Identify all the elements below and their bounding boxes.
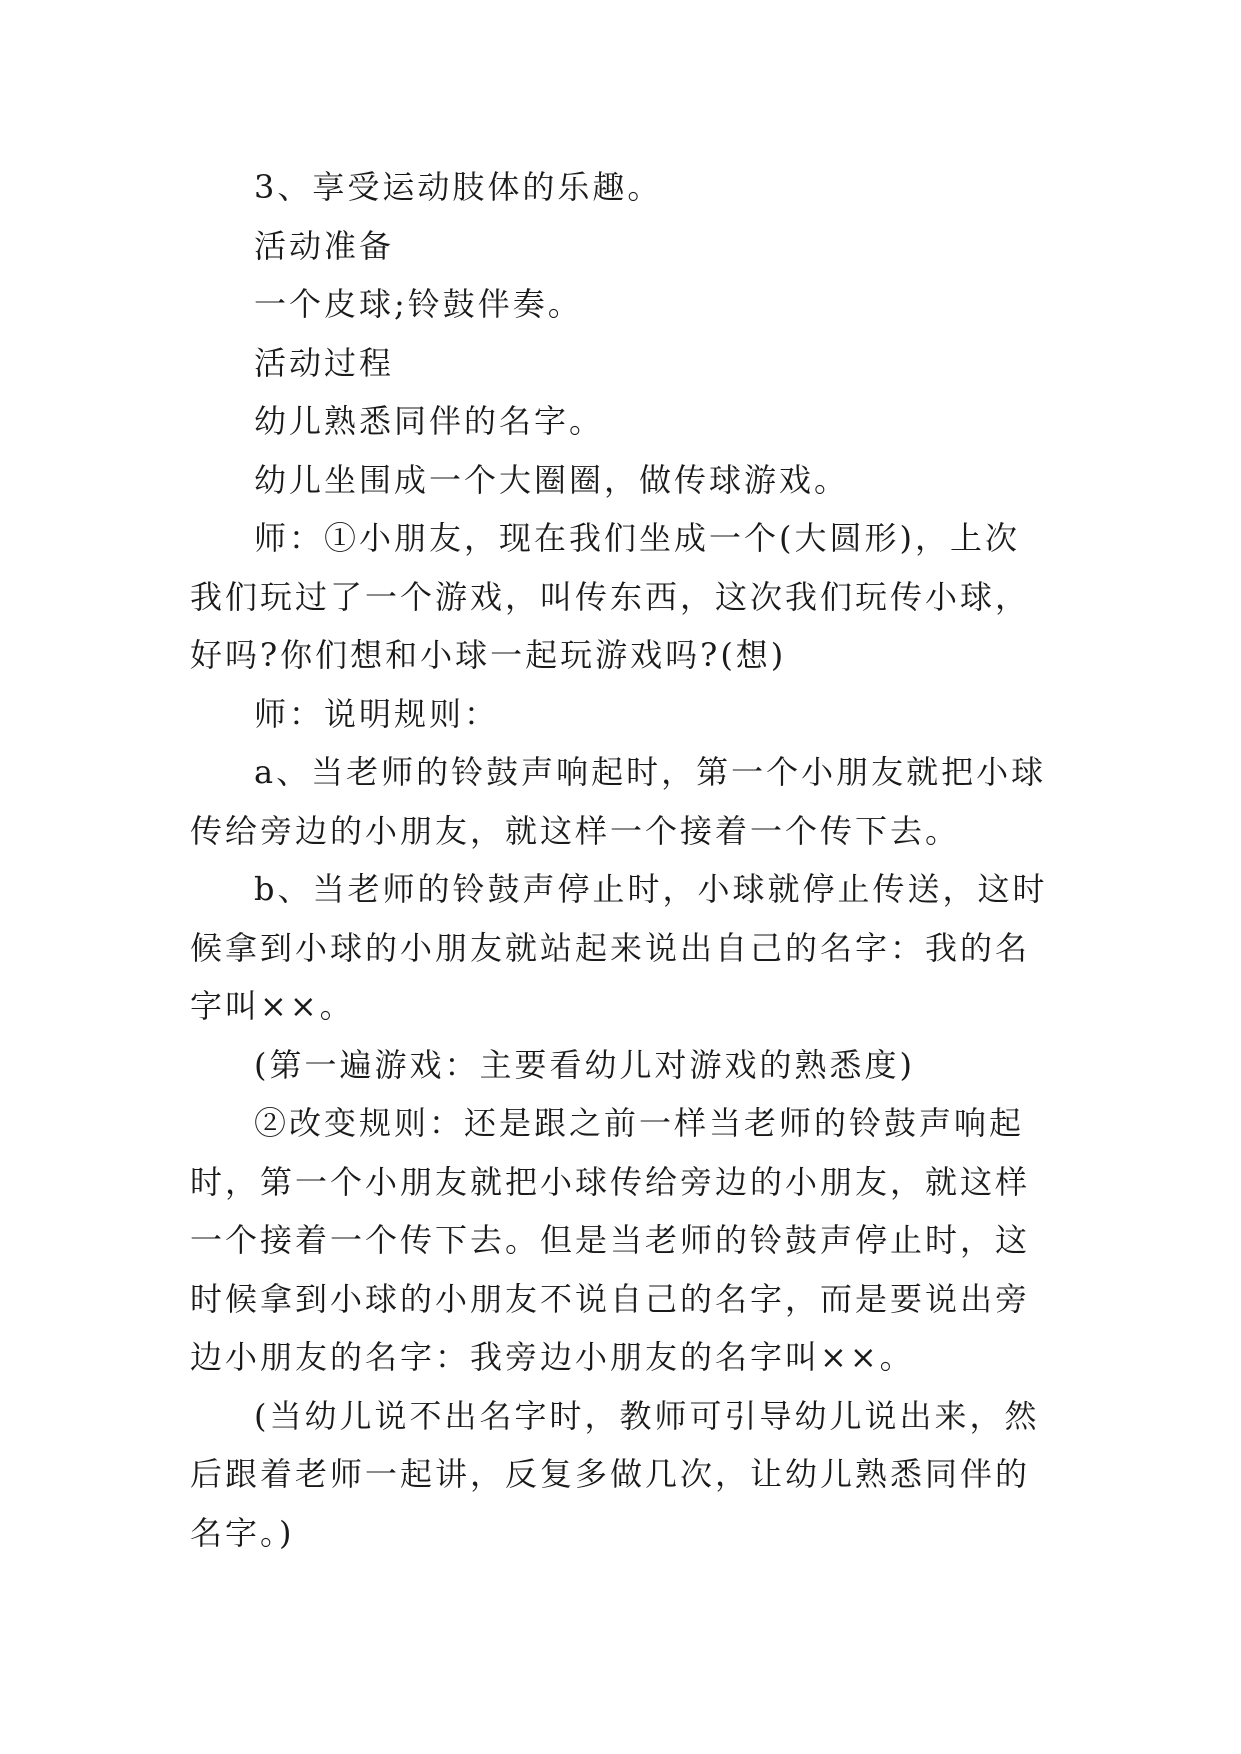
paragraph-guidance-note: (当幼儿说不出名字时，教师可引导幼儿说出来，然后跟着老师一起讲，反复多做几次，让幼儿熟悉同伴的名字。) xyxy=(190,1396,1040,1552)
heading-activity-preparation: 活动准备 xyxy=(254,226,395,265)
paragraph-rule-a: a、当老师的铃鼓声响起时，第一个小朋友就把小球传给旁边的小朋友，就这样一个接着一个传下去。 xyxy=(190,753,1047,850)
paragraph-setup: 幼儿坐围成一个大圈圈，做传球游戏。 xyxy=(254,460,850,499)
paragraph-objective-3: 3、享受运动肢体的乐趣。 xyxy=(254,168,663,206)
paragraph-rules-heading: 师：说明规则： xyxy=(254,694,500,733)
heading-activity-process: 活动过程 xyxy=(254,343,395,382)
paragraph-rule-b: b、当老师的铃鼓声停止时，小球就停止传送，这时候拿到小球的小朋友就站起来说出自己的名字：我的名字叫××。 xyxy=(190,870,1048,1025)
paragraph-changed-rules: ②改变规则：还是跟之前一样当老师的铃鼓声响起时，第一个小朋友就把小球传给旁边的小朋友，就这样一个接着一个传下去。但是当老师的铃鼓声停止时，这时候拿到小球的小朋友不说自己的名字，而是要说出旁边小朋友的名字：我旁边小朋友的名字叫××。 xyxy=(190,1104,1031,1376)
paragraph-materials: 一个皮球;铃鼓伴奏。 xyxy=(254,285,583,323)
document-body xyxy=(190,158,1052,1562)
paragraph-teacher-intro: 师：①小朋友，现在我们坐成一个(大圆形)，上次我们玩过了一个游戏，叫传东西，这次我们玩传小球，好吗?你们想和小球一起玩游戏吗?(想) xyxy=(190,519,1031,674)
paragraph-first-round-note: (第一遍游戏：主要看幼儿对游戏的熟悉度) xyxy=(254,1045,915,1084)
paragraph-goal: 幼儿熟悉同伴的名字。 xyxy=(254,402,605,440)
